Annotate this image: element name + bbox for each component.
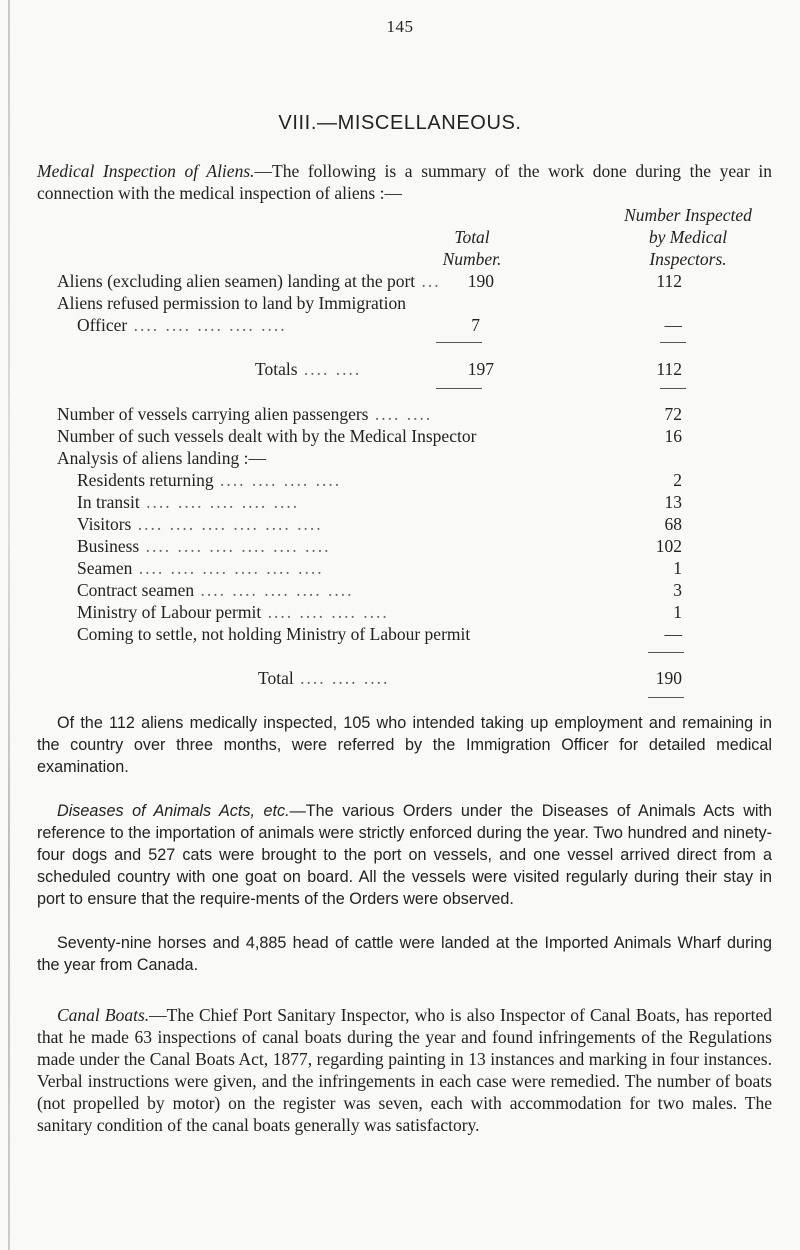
analysis-row-value: 13 bbox=[664, 492, 682, 512]
section-title: VIII.—MISCELLANEOUS. bbox=[278, 112, 522, 134]
col-total-line1: Total bbox=[454, 227, 490, 247]
table1-total-rule2 bbox=[436, 388, 482, 389]
analysis-row-label: Ministry of Labour permit .... .... .... .... bbox=[77, 602, 389, 622]
page-number: 145 bbox=[386, 17, 414, 36]
page-edge-shadow bbox=[8, 0, 10, 1250]
vessels-carrying-label: Number of vessels carrying alien passengers .... .... bbox=[57, 404, 433, 424]
diseases-paragraph bbox=[37, 800, 772, 910]
employment-paragraph: Of the 112 aliens medically inspected, 105 who intended taking up employment and remaining in the country over three months, were referred by the Immigration Officer for detailed medical examination. bbox=[37, 714, 772, 776]
analysis-row-label: Coming to settle, not holding Ministry of Labour permit bbox=[77, 624, 471, 644]
analysis-row-value: — bbox=[664, 624, 682, 644]
table1-total-rule bbox=[436, 342, 482, 343]
table1-row2-total: 7 bbox=[471, 315, 480, 335]
horses-paragraph: Seventy-nine horses and 4,885 head of cattle were landed at the Imported Animals Wharf during the year from Canada. bbox=[37, 934, 772, 974]
table2-total-rule bbox=[648, 652, 684, 653]
col-inspected-line3: Inspectors. bbox=[649, 249, 727, 269]
analysis-row-value: 1 bbox=[673, 602, 682, 622]
table1-totals-total: 197 bbox=[467, 359, 494, 379]
table1-row2-inspected: — bbox=[664, 315, 682, 335]
table2-total-label: Total .... .... .... bbox=[258, 668, 390, 688]
canal-paragraph bbox=[37, 1004, 772, 1136]
table2-total-value: 190 bbox=[655, 668, 682, 688]
canal-lead: Canal Boats. bbox=[57, 1005, 150, 1025]
table1-inspected-rule2 bbox=[660, 388, 686, 389]
table1-row2-label-line1: Aliens refused permission to land by Immigration bbox=[57, 293, 406, 313]
analysis-row-label: Residents returning .... .... .... .... bbox=[77, 470, 342, 490]
analysis-row-value: 3 bbox=[673, 580, 682, 600]
table1-totals-inspected: 112 bbox=[656, 359, 682, 379]
table1-row1-inspected: 112 bbox=[656, 271, 682, 291]
analysis-row-label: Contract seamen .... .... .... .... .... bbox=[77, 580, 354, 600]
table1-row1-total: 190 bbox=[467, 271, 494, 291]
table1-inspected-rule bbox=[660, 342, 686, 343]
intro-lead: Medical Inspection of Aliens. bbox=[37, 161, 255, 181]
vessels-carrying-value: 72 bbox=[664, 404, 682, 424]
diseases-lead: Diseases of Animals Acts, etc. bbox=[57, 802, 290, 820]
analysis-heading: Analysis of aliens landing :— bbox=[57, 448, 267, 468]
col-inspected-line1: Number Inspected bbox=[624, 205, 752, 225]
analysis-row-label: Business .... .... .... .... .... .... bbox=[77, 536, 331, 556]
analysis-row-label: Visitors .... .... .... .... .... .... bbox=[77, 514, 323, 534]
canal-text: —The Chief Port Sanitary Inspector, who is also Inspector of Canal Boats, has reported that he made 63 inspections of canal boats during the year and found infringements of the Regulations made under the Canal Boats Act, 1877, regarding painting in 13 instances and marking in four instances. Verbal instructions were given, and the infringements in each case were remedied. The number of boats (not propelled by motor) on the register was seven, each with accommodation for two males. The sanitary condition of the canal boats generally was satisfactory. bbox=[37, 1005, 772, 1135]
table2-total-rule2 bbox=[648, 697, 684, 698]
table1-row1-label: Aliens (excluding alien seamen) landing at the port ... bbox=[57, 271, 441, 291]
intro-paragraph bbox=[37, 160, 772, 204]
analysis-row-value: 102 bbox=[655, 536, 682, 556]
analysis-row-value: 1 bbox=[673, 558, 682, 578]
col-total-line2: Number. bbox=[442, 249, 502, 269]
diseases-text: —The various Orders under the Diseases of Animals Acts with reference to the importation of animals were strictly enforced during the year. Two hundred and ninety-four dogs and 527 cats were brought to the port on vessels, and one vessel arrived direct from a scheduled country with one goat on board. All the vessels were visited regularly during their stay in port to ensure that the require-ments of the Orders were observed. bbox=[37, 802, 773, 908]
analysis-row-label: In transit .... .... .... .... .... bbox=[77, 492, 300, 512]
analysis-row-label: Seamen .... .... .... .... .... .... bbox=[77, 558, 324, 578]
table1-row2-label-line2: Officer .... .... .... .... .... bbox=[77, 315, 287, 335]
vessels-dealt-label: Number of such vessels dealt with by the Medical Inspector bbox=[57, 426, 477, 446]
analysis-row-value: 68 bbox=[664, 514, 682, 534]
table1-totals-label: Totals .... .... bbox=[255, 359, 362, 379]
vessels-dealt-value: 16 bbox=[664, 426, 682, 446]
intro-text: —The following is a summary of the work done during the year in connection with the medical inspection of aliens :— bbox=[37, 161, 773, 203]
col-inspected-line2: by Medical bbox=[648, 227, 728, 247]
analysis-row-value: 2 bbox=[673, 470, 682, 490]
